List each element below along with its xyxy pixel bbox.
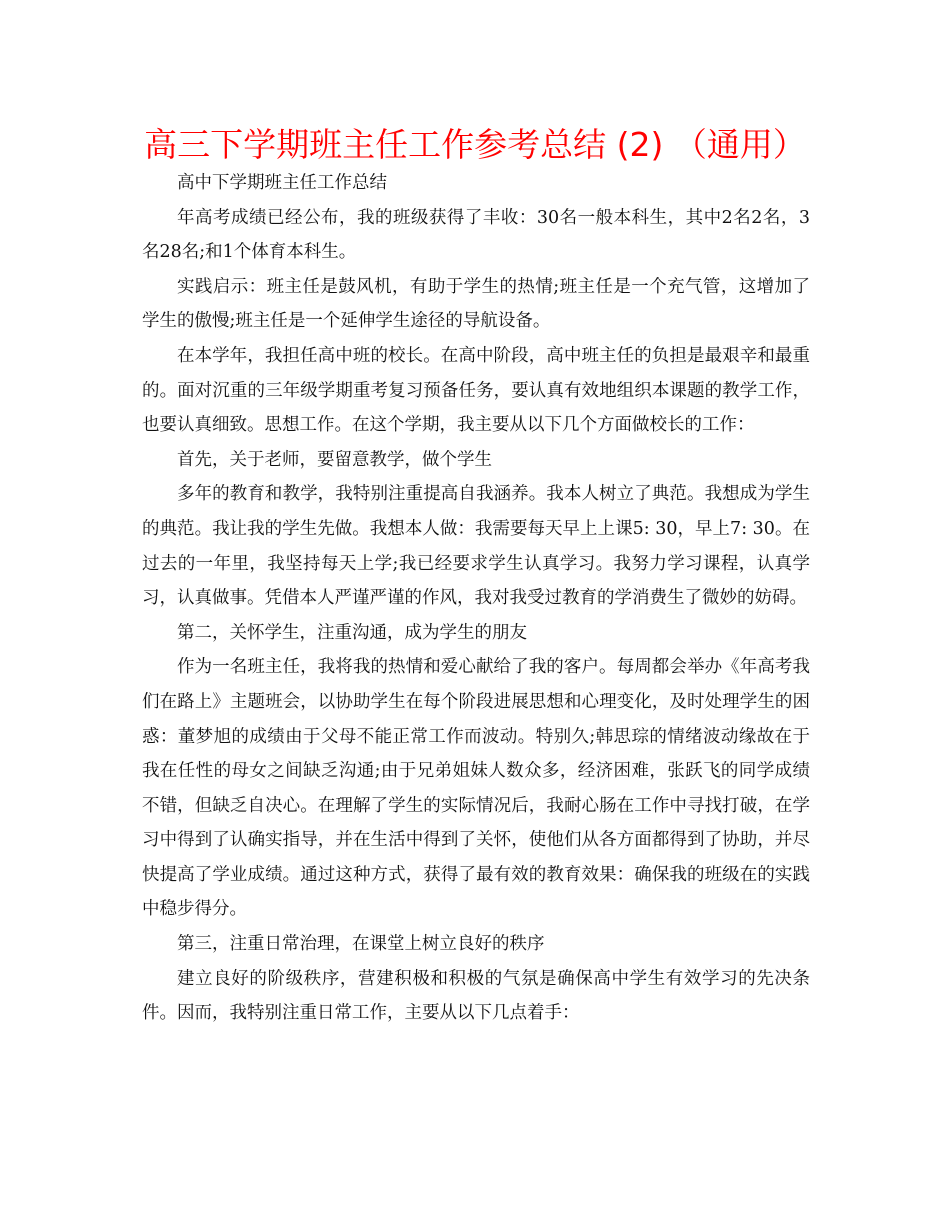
paragraph: 作为一名班主任，我将我的热情和爱心献给了我的客户。每周都会举办《年高考我们在路上》主题班会，以协助学生在每个阶段进展思想和心理变化，及时处理学生的困惑：董梦旭的成绩由于父母不能正常工作而波动。特别久;韩思琮的情绪波动缘故在于我在任性的母女之间缺乏沟通;由于兄弟姐妹人数众多，经济困难，张跃飞的同学成绩不错，但缺乏自决心。在理解了学生的实际情况后，我耐心肠在工作中寻找打破，在学习中得到了认确实指导，并在生活中得到了关怀，使他们从各方面都得到了协助，并尽快提高了学业成绩。通过这种方式，获得了最有效的教育效果：确保我的班级在的实践中稳步得分。	[142, 657, 810, 920]
document-title: 高三下学期班主任工作参考总结 (2) （通用）	[144, 125, 806, 164]
section-heading: 第二，关怀学生，注重沟通，成为学生的朋友	[177, 622, 527, 643]
paragraph-subtitle: 高中下学期班主任工作总结	[177, 173, 387, 193]
paragraph: 建立良好的阶级秩序，营建积极和积极的气氛是确保高中学生有效学习的先决条件。因而，我特别注重日常工作，主要从以下几点着手：	[142, 968, 810, 1024]
section-heading: 第三，注重日常治理，在课堂上树立良好的秩序	[177, 934, 545, 955]
section-heading: 首先，关于老师，要留意教学，做个学生	[177, 449, 492, 470]
paragraph: 多年的教育和教学，我特别注重提高自我涵养。我本人树立了典范。我想成为学生的典范。我让我的学生先做。我想本人做：我需要每天早上上课5: 30，早上7: 30。在过去的一年里，我坚持每天上学;我已经要求学生认真学习。我努力学习课程，认真学习，认真做事。凭借本人严谨严谨的作风，我对我受过教育的学消费生了微妙的妨碍。	[142, 484, 810, 609]
paragraph: 实践启示：班主任是鼓风机，有助于学生的热情;班主任是一个充气管，这增加了学生的傲慢;班主任是一个延伸学生途径的导航设备。	[142, 276, 810, 332]
document-body	[142, 166, 810, 1031]
paragraph: 年高考成绩已经公布，我的班级获得了丰收：30名一般本科生，其中2名2名，3名28名;和1个体育本科生。	[142, 207, 810, 263]
paragraph: 在本学年，我担任高中班的校长。在高中阶段，高中班主任的负担是最艰辛和最重的。面对沉重的三年级学期重考复习预备任务，要认真有效地组织本课题的教学工作，也要认真细致。思想工作。在这个学期，我主要从以下几个方面做校长的工作：	[142, 345, 810, 436]
